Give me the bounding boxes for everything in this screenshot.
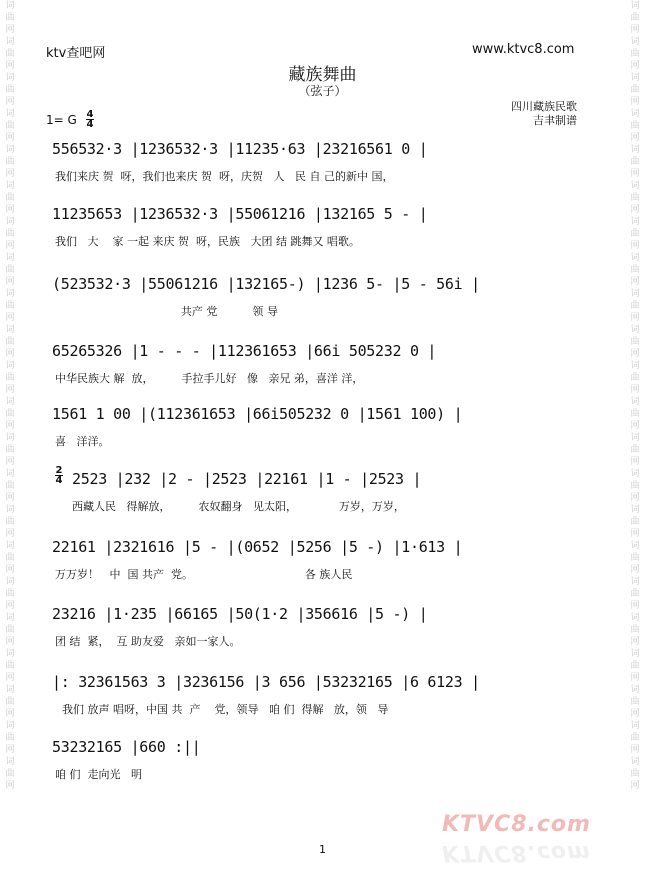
time-signature [86,110,94,129]
score-row-lyrics: 我们来庆 贺 呀，我们也来庆 贺 呀，庆贺 人 民 自 己的新中 国， [55,170,394,183]
score-row-lyrics: 中华民族大 解 放， 手拉手儿好 像 亲兄 弟，喜洋 洋， [55,372,364,385]
score-row-notes: 22161 |2321616 |5 - |(0652 |5256 |5 -) |1·613 | [52,538,463,556]
score-row-notes: 556532·3 |1236532·3 |11235·63 |23216561 0 | [52,140,428,158]
key-signature: 1= G [46,113,77,127]
score-row-notes: 23216 |1·235 |66165 |50(1·2 |356616 |5 -) | [52,605,428,623]
time-signature-change: 2 4 [55,465,63,486]
right-edge-watermark: 词曲网词曲网词曲网词曲网词曲网词曲网词曲网词曲网词曲网词曲网词曲网词曲网词曲网词曲网词曲网词曲网词曲网词曲网词曲网词曲网词曲网词曲网 [630,1,640,791]
song-subtitle: （弦子） [298,84,347,98]
score-row-lyrics: 喜 洋洋。 [55,435,110,448]
watermark-logo: KTVC8.com [442,812,591,837]
score-row-lyrics: 团 结 紧， 互 助友爱 亲如一家人。 [55,635,241,648]
score-row-lyrics: 我们 放声 唱呀，中国 共 产 党，领导 咱 们 得解 放，领 导 [55,703,389,716]
score-row-notes: 1561 1 00 |(112361653 |66i505232 0 |1561 100) | [52,405,463,423]
score-row-lyrics: 我们 大 家 一起 来庆 贺 呀，民族 大团 结 跳舞又 唱歌。 [55,235,360,248]
score-row-notes: (523532·3 |55061216 |132165-) |1236 5- |5 - 56i | [52,275,480,293]
song-arranger: 吉聿制谱 [533,114,577,127]
score-row-lyrics: 西藏人民 得解放， 农奴翻身 见太阳， 万岁，万岁， [72,500,405,513]
time-signature-top: 4 [86,109,94,120]
left-edge-watermark: 词曲网词曲网词曲网词曲网词曲网词曲网词曲网词曲网词曲网词曲网词曲网词曲网词曲网词曲网词曲网词曲网词曲网词曲网词曲网词曲网词曲网词曲网 [5,1,15,791]
site-url-right[interactable]: www.ktvc8.com [472,42,575,57]
site-name-left: ktv查吧网 [46,46,106,61]
score-row-lyrics: 共产 党 领 导 [55,305,278,318]
page-number: 1 [319,843,326,856]
score-row-notes: 2523 |232 |2 - |2523 |22161 |1 - |2523 | [72,470,422,488]
song-origin: 四川藏族民歌 [511,100,577,113]
time-signature-bottom: 4 [86,119,94,130]
score-row-lyrics: 咱 们 走向光 明 [55,768,142,781]
song-title: 藏族舞曲 [288,65,357,85]
score-row-notes: |: 32361563 3 |3236156 |3 656 |53232165 |6 6123 | [52,673,480,691]
score-row-notes: 11235653 |1236532·3 |55061216 |132165 5 - | [52,205,428,223]
score-row-notes: 53232165 |660 :|| [52,738,201,756]
watermark-logo-reflection: KTVC8.com [442,840,591,865]
score-row-lyrics: 万万岁！ 中 国 共产 党。 各 族人民 [55,568,353,581]
score-row-notes: 65265326 |1 - - - |112361653 |66i 505232 0 | [52,342,437,360]
